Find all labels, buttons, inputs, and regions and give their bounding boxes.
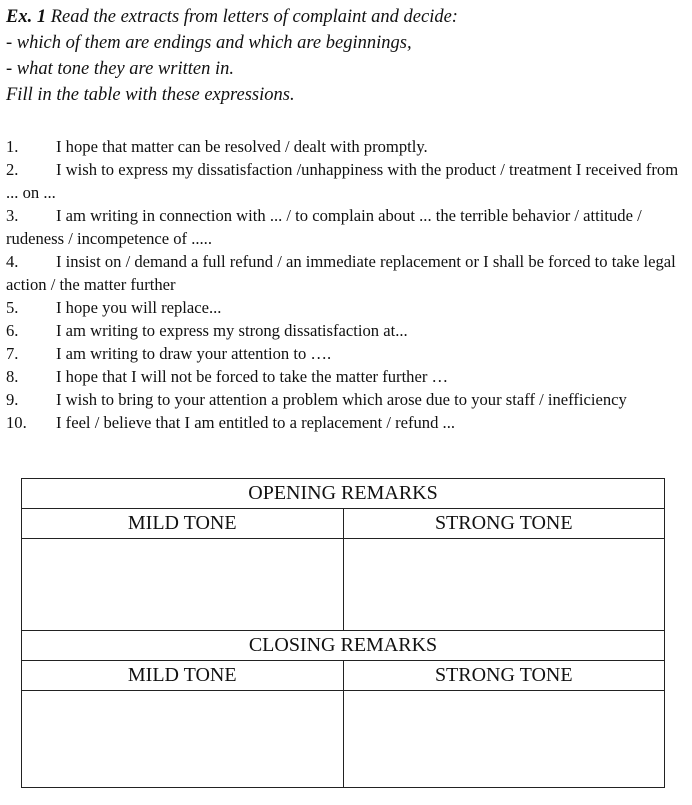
closing-remarks-header: CLOSING REMARKS: [22, 631, 665, 661]
item-number: 1.: [6, 137, 19, 156]
list-item: [6, 250, 690, 296]
list-item: [6, 296, 690, 319]
item-number: 2.: [6, 160, 19, 179]
list-item: [6, 388, 690, 411]
item-text: I hope that matter can be resolved / dealt with promptly.: [56, 137, 428, 156]
list-item: [6, 135, 690, 158]
item-number: 7.: [6, 344, 19, 363]
opening-mild-tone-cell[interactable]: [22, 539, 344, 631]
item-number: 5.: [6, 298, 19, 317]
list-item: [6, 342, 690, 365]
item-text: I am writing in connection with ... / to complain about ... the terrible behavior / attitude / rudeness / incompetence of .....: [6, 206, 642, 248]
item-number: 3.: [6, 206, 19, 225]
opening-strong-tone-header: STRONG TONE: [343, 509, 665, 539]
item-text: I insist on / demand a full refund / an immediate replacement or I shall be forced to take legal action / the matter further: [6, 252, 676, 294]
instruction-line-3: - what tone they are written in.: [6, 59, 234, 79]
exercise-number: Ex. 1: [6, 7, 47, 27]
closing-mild-tone-cell[interactable]: [22, 691, 344, 788]
list-item: [6, 158, 690, 204]
item-number: 8.: [6, 367, 19, 386]
remarks-table-container: [21, 478, 665, 788]
item-number: 6.: [6, 321, 19, 340]
expressions-list: [6, 135, 690, 434]
opening-remarks-header: OPENING REMARKS: [22, 479, 665, 509]
closing-strong-tone-header: STRONG TONE: [343, 661, 665, 691]
list-item: [6, 411, 690, 434]
closing-mild-tone-header: MILD TONE: [22, 661, 344, 691]
list-item: [6, 319, 690, 342]
instruction-line-2: - which of them are endings and which are beginnings,: [6, 33, 412, 53]
closing-strong-tone-cell[interactable]: [343, 691, 665, 788]
item-number: 4.: [6, 252, 19, 271]
item-text: I hope you will replace...: [56, 298, 222, 317]
item-number: 10.: [6, 413, 27, 432]
opening-strong-tone-cell[interactable]: [343, 539, 665, 631]
list-item: [6, 204, 690, 250]
item-text: I hope that I will not be forced to take the matter further …: [56, 367, 449, 386]
list-item: [6, 365, 690, 388]
exercise-instructions: [6, 4, 686, 108]
item-text: I feel / believe that I am entitled to a replacement / refund ...: [56, 413, 455, 432]
opening-mild-tone-header: MILD TONE: [22, 509, 344, 539]
item-text: I wish to express my dissatisfaction /unhappiness with the product / treatment I received from ... on ...: [6, 160, 679, 202]
instruction-line-1: [6, 4, 686, 30]
remarks-table: [21, 478, 665, 788]
item-number: 9.: [6, 390, 19, 409]
item-text: I wish to bring to your attention a problem which arose due to your staff / inefficiency: [56, 390, 627, 409]
instruction-line-4: Fill in the table with these expressions.: [6, 85, 295, 105]
instruction-text-1: Read the extracts from letters of complaint and decide:: [50, 7, 458, 27]
item-text: I am writing to draw your attention to ….: [56, 344, 332, 363]
item-text: I am writing to express my strong dissatisfaction at...: [56, 321, 408, 340]
